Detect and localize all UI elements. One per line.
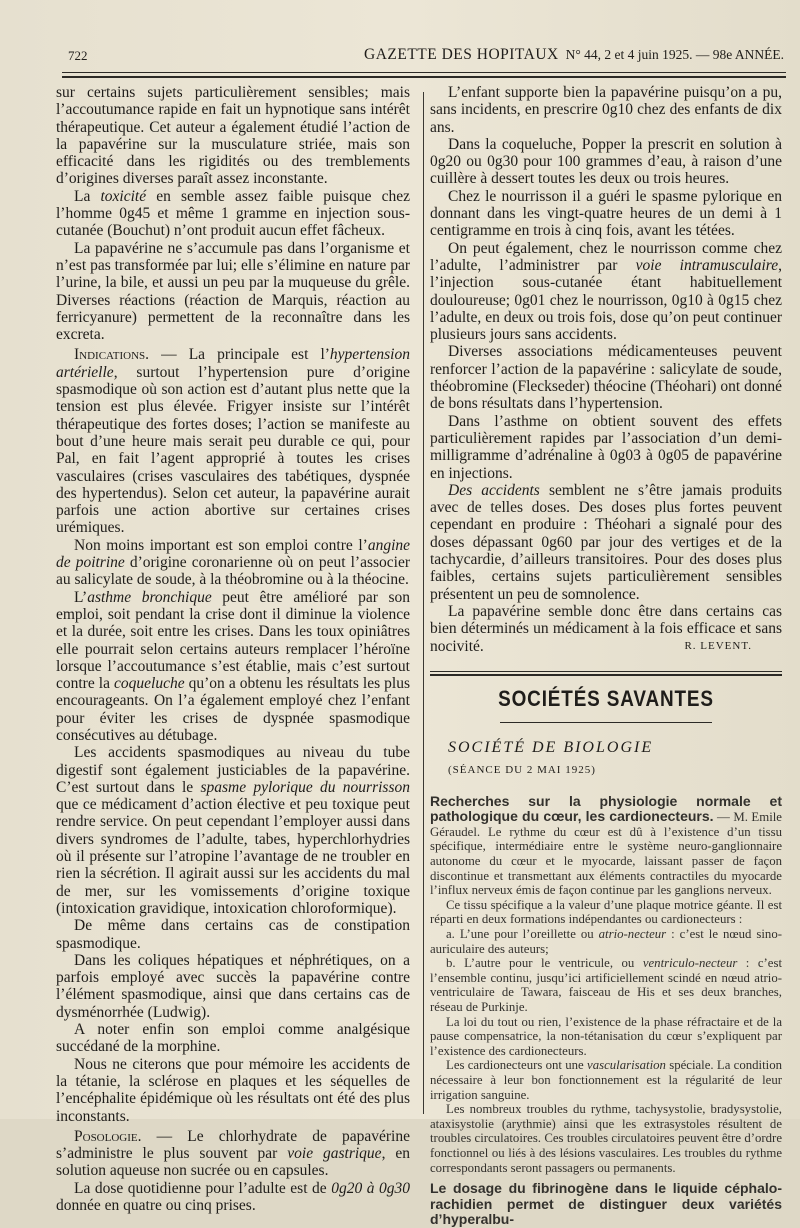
paragraph: Nous ne citerons que pour mémoire les accidents de la tétanie, la sclérose en plaques et les séquelles de l’encéphalite épidémique où les résultats ont été des plus inconstants. [56, 1055, 410, 1125]
society-title: SOCIÉTÉ DE BIOLOGIE [448, 739, 654, 757]
paragraph: sur certains sujets particulièrement sensibles; mais l’accoutumance rapide en fait un hypnotique sans intérêt thérapeutique. Cet auteur a également étudié l’action de la papavérine sur la musculature striée, mais son efficacité dans les rigidités ou des tremblements d’origines diverses paraît assez inconstante. [56, 84, 410, 188]
paragraph: Les cardionecteurs ont une vascularisation spéciale. La condition nécessaire à leur bon fonctionnement est la régularité de leur irrigation sanguine. [430, 1058, 782, 1102]
communication-title: Le dosage du fibrinogène dans le liquide céphalo-rachidien permet de distinguer deux variétés d’hyperalbu- [430, 1180, 782, 1228]
author-signature: R. LEVENT. [684, 639, 752, 652]
page-number: 722 [68, 48, 88, 63]
paragraph: Dans l’asthme on obtient souvent des effets particulièrement rapides par l’association d’un demi-milligramme d’adrénaline à 0g03 à 0g05 de papavérine en injections. [430, 412, 782, 482]
paragraph: L’asthme bronchique peut être amélioré par son emploi, soit pendant la crise dont il diminue la violence et la durée, soit entre les crises. Dans les toux opiniâtres elle pourrait selon certains auteurs remplacer l’héroïne lorsque l’accoutumance s’est établie, mais c’est surtout contre la coqueluche qu’on a obtenu les résultats les plus encourageants. On l’a également employé chez l’enfant pour éviter les crises de dyspnée spasmodique consécutives au détubage. [56, 588, 411, 744]
column-divider [423, 92, 424, 1114]
section-label: Indications. [74, 346, 150, 364]
paragraph: Des accidents semblent ne s’être jamais produits avec de telles doses. Des doses plus fortes peuvent cependant en produire : Théohari a signalé pour des doses dépassant 0g60 par jour des vertiges et de la tachycardie, d’ailleurs transitoires. Pour des doses plus faibles, certains sujets particulièrement sensibles présentent un peu de somnolence. [430, 481, 783, 603]
communication-title: Recherches sur la physiologie normale et pathologique du cœur, les cardionecteurs. [430, 792, 782, 825]
paragraph: La papavérine ne s’accumule pas dans l’organisme et n’est pas transformée par lui; elle s’élimine en nature par l’urine, la bile, et aussi un peu par la muqueuse du grêle. Diverses réactions (réaction de Marquis, réaction au ferricyanure) permettent de la reconnaître dans les excreta. [56, 239, 410, 344]
paragraph: Non moins important est son emploi contre l’angine de poitrine d’origine coronarienne où on peut l’associer au salicylate de soude, à la théobromine ou à la théocine. [56, 536, 410, 589]
section-rule-thick [430, 674, 782, 676]
paragraph: A noter enfin son emploi comme analgésique succédané de la morphine. [56, 1021, 410, 1056]
left-column [56, 84, 411, 1214]
paragraph: De même dans certains cas de constipation spasmodique. [56, 917, 410, 952]
paragraph-posology: Posologie. — Le chlorhydrate de papavérine s’administre le plus souvent par voie gastrique, en solution aqueuse non sucrée ou en capsules. [56, 1127, 410, 1180]
communication-block [430, 794, 782, 1228]
paragraph: L’enfant supporte bien la papavérine puisqu’on a pu, sans incidents, en prescrire 0g10 chez des enfants de dix ans. [430, 84, 782, 136]
paragraph: La dose quotidienne pour l’adulte est de 0g20 à 0g30 donnée en quatre ou cinq prises. [56, 1179, 410, 1214]
paragraph: Chez le nourrisson il a guéri le spasme pylorique en donnant dans les vingt-quatre heures de un demi à 1 centigramme en trois à cinq fois, avant les tétées. [430, 187, 782, 240]
communication-heart: Recherches sur la physiologie normale et pathologique du cœur, les cardionecteurs. — M. Emile Géraudel. Le rythme du cœur est dû à l’existence d’un tissu spécifique, intermédiaire entre le système neuro-ganglionnaire autonome du cœur et le myocarde, laissant passer de façon discontinue et transmettant aux éléments contractiles du myocarde l’influx nerveux émis de façon continue par les ganglions nerveux. [430, 792, 782, 898]
section-title: SOCIÉTÉS SAVANTES [498, 686, 714, 712]
paragraph: b. L’autre pour le ventricule, ou ventriculo-necteur : c’est l’ensemble continu, jusqu’ici artificiellement scindé en nœud atrio-ventriculaire de Tawara, faisceau de His et ses deux branches, réseau de Purkinje. [430, 956, 782, 1014]
header-rule-bottom [62, 76, 786, 78]
paragraph: Les nombreux troubles du rythme, tachysystolie, bradysystolie, ataxisystolie (arythmie) ainsi que les extrasystoles résultent de troubles circulatoires. Ces troubles circulatoires peuvent être d’ordre fonctionnel ou liés à des lésions vasculaires. Les troubles du rythme correspondants seront passagers ou permanents. [430, 1102, 782, 1175]
header-rule-top [62, 72, 786, 73]
paragraph-indications: Indications. — La principale est l’hypertension artérielle, surtout l’hypertension pure d’origine spasmodique où son action est d’autant plus nette que la tension est plus élevée. Frigyer insiste sur l’intérêt thérapeutique des fortes doses; l’action se manifeste au bout d’une heure mais serait peu durable ce qui, pour Pal, en fait l’agent approprié à toutes les crises vasculaires (crises vasculaires des tabétiques, dyspnée des hypertendus). Selon cet auteur, la papavérine aurait parfois une action abortive sur certaines crises urémiques. [56, 346, 410, 537]
paragraph: Les accidents spasmodiques au niveau du tube digestif sont également justiciables de la papavérine. C’est surtout dans le spasme pylorique du nourrisson que ce médicament d’action élective et peu toxique peut rendre service. On peut cependant l’employer aussi dans divers syndromes de l’adulte, tabes, hyperchlorhydries où il présente sur l’atropine l’avantage de ne troubler en rien la sécrétion. Il agirait aussi sur les accidents du mal de mer, sur les vomissements d’origine toxique (intoxication gravidique, intoxication chloroformique). [56, 744, 410, 917]
paragraph: On peut également, chez le nourrisson comme chez l’adulte, l’administrer par voie intramusculaire, l’injection sous-cutanée étant habituellement douloureuse; 0g01 chez le nourrisson, 0g10 à 0g15 chez l’adulte, en deux ou trois fois, dose qu’on peut continuer plusieurs jours sans accidents. [430, 239, 782, 344]
page-header [54, 40, 786, 70]
paragraph: Dans la coqueluche, Popper la prescrit en solution à 0g20 ou 0g30 pour 100 grammes d’eau, à raison d’une cuillère à dessert toutes les deux ou trois heures. [430, 135, 782, 188]
communication-fibrinogen [430, 1181, 782, 1228]
issue-info: N° 44, 2 et 4 juin 1925. — 98e ANNÉE. [565, 47, 784, 62]
right-column [430, 84, 783, 1228]
section-rule-lower [500, 722, 712, 723]
section-rule [430, 671, 782, 672]
paragraph: Dans les coliques hépatiques et néphrétiques, on a parfois employé avec succès la papavérine contre l’élément spasmodique, ainsi que dans certains cas de dysménorrhée (Ludwig). [56, 951, 410, 1021]
journal-title: GAZETTE DES HOPITAUX [364, 46, 559, 63]
paragraph: Diverses associations médicamenteuses peuvent renforcer l’action de la papavérine : salicylate de soude, théobromine (Fleckseder) théocine (Théohari) ont donné de bons résultats dans l’hypertension. [430, 343, 782, 413]
section-label: Posologie. [74, 1127, 142, 1145]
paragraph: a. L’une pour l’oreillette ou atrio-necteur : c’est le nœud sino-auriculaire des auteurs; [430, 927, 782, 956]
paragraph: La loi du tout ou rien, l’existence de la phase réfractaire et de la pause compensatrice, la non-tétanisation du cœur s’expliquent par l’existence des cardionecteurs. [430, 1014, 782, 1058]
paragraph-toxicity: La toxicité en semble assez faible puisque chez l’homme 0g45 et même 1 gramme en injection sous-cutanée (Bouchut) n’ont produit aucun effet fâcheux. [56, 187, 410, 240]
paragraph: Ce tissu spécifique a la valeur d’une plaque motrice géante. Il est réparti en deux formations indépendantes ou cardionecteurs : [430, 897, 782, 927]
session-date: (SÉANCE DU 2 MAI 1925) [448, 764, 596, 777]
paragraph: La papavérine semble donc être dans certains cas bien déterminés un médicament à la fois efficace et sans nocivité. [430, 602, 782, 655]
